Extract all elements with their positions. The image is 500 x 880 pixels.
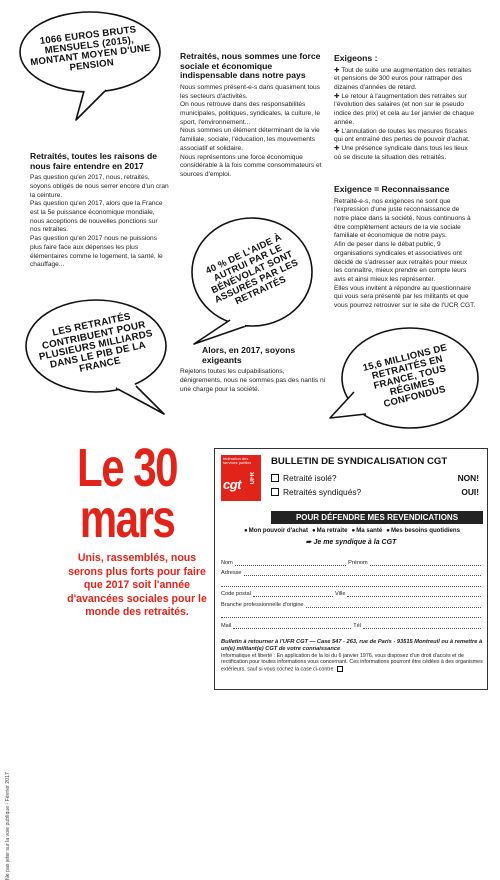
plus-icon: ✚ [334, 144, 342, 152]
ville-label: Ville [334, 591, 346, 597]
privacy-notice: Informatique et liberté : En application de la loi du 6 janvier 1976, vous disposez d'un droit d'accès et de rectification pour toutes informations vous concernant. Ces informations pourront être cédées à des organismes extérieurs, sauf si vous cochez la case ci-contre [221, 652, 483, 673]
question-syndiques [271, 487, 361, 497]
question-isole-label: Retraité isolé? [283, 473, 337, 483]
plus-icon: ✚ [334, 92, 342, 100]
paragraph: Nous sommes présent-e-s dans quasiment tous les secteurs d'activités. [180, 83, 320, 100]
bubble-benevolat [186, 212, 316, 348]
side-note: Ne pas jeter sur la voie publique - Février 2017 [5, 772, 11, 880]
mail-label: Mail [221, 622, 232, 629]
prenom-field[interactable] [370, 559, 481, 566]
claim-item: ● Ma retraite [312, 527, 348, 534]
privacy-checkbox[interactable] [337, 666, 343, 672]
revendications-banner: POUR DÉFENDRE MES REVENDICATIONS [271, 511, 483, 524]
checkbox-isole[interactable] [271, 474, 279, 482]
tel-label: Tél [353, 622, 362, 629]
arrow-icon: ➨ [305, 539, 314, 546]
paragraph: Pas question qu'en 2017, alors que la France est la 5e puissance économique mondiale, nous acceptions de nouvelles ponctions sur nos retraites. [30, 200, 163, 234]
section-force-sociale [180, 52, 326, 180]
section-force-sociale-title: Retraités, nous sommes une force sociale et économique indispensable dans notre pays [180, 51, 321, 81]
demand-item: ✚ Le retour à l'augmentation des retraites sur l'évolution des salaires (et non sur le pseudo indice des prix) et cela au 1er janvier de chaque année. [334, 92, 475, 126]
question-isole [271, 473, 337, 483]
big-date-line1: Le 30 [77, 438, 177, 498]
paragraph: Nous sommes un élément déterminant de la vie familiale, sociale, l'éducation, les mouvements associatif et solidaire. [180, 127, 320, 152]
form-title: BULLETIN DE SYNDICALISATION CGT [271, 456, 448, 467]
nom-field[interactable] [235, 559, 346, 566]
paragraph: On nous retrouve dans des responsabilités municipales, politiques, syndicales, la culture, le sport, l'environnement... [180, 101, 321, 126]
slogan: Unis, rassemblés, nous serons plus forts pour faire que 2017 soit l'année d'avancées sociales pour le monde des retraités. [67, 552, 207, 619]
membership-form [214, 448, 488, 690]
big-date-line2: mars [79, 489, 175, 550]
form-footer [221, 639, 483, 673]
form-fields [221, 555, 483, 629]
branche-label: Branche professionnelle d'origine [221, 601, 304, 608]
paragraph: Afin de peser dans le débat public, 9 organisations syndicales et associatives ont décidé de s'adresser aux retraités pour mieux les connaître, mieux prendre en compte leurs avis et ainsi mieux les représenter. [334, 241, 468, 283]
plus-icon: ✚ [334, 66, 342, 74]
adresse-field-2[interactable] [221, 580, 481, 587]
paragraph: Pas question qu'en 2017 nous ne puissions plus faire face aux dépenses les plus élémentaires comme le logement, la santé, le chauffage... [30, 235, 163, 269]
mail-field[interactable] [233, 622, 351, 629]
claim-item: ● Mon pouvoir d'achat [244, 527, 308, 534]
ville-field[interactable] [347, 590, 481, 597]
paragraph: Elles vous invitent à répondre au questionnaire qui vous sera présenté par les militants et que vous pourrez retrouver sur le site de l'UCR CGT. [334, 284, 476, 310]
cp-label: Code postal [221, 591, 251, 597]
bubble-pension [14, 8, 164, 122]
nom-label: Nom [221, 559, 233, 566]
checkbox-syndiques[interactable] [271, 488, 279, 496]
bubble-pib-text: LES RETRAITÉS CONTRIBUENT POUR PLUSIEURS MILLIARDS DANS LE PIB DE LA FRANCE [38, 311, 154, 376]
cgt-logo [221, 455, 261, 501]
plus-icon: ✚ [334, 127, 342, 135]
claim-item: ● Mes besoins quotidiens [386, 527, 460, 534]
syndique-line: ➨ Je me syndique à la CGT [305, 539, 397, 546]
bubble-millions-text: 15,6 MILLIONS DE RETRAITÉS EN FRANCE, TOUS RÉGIMES CONFONDUS [361, 342, 449, 411]
paragraph: Pas question qu'en 2017, nous, retraités, soyons obligés de nous serrer encore d'un cran la ceinture. [30, 174, 169, 199]
paragraph: Retraité-e-s, nos exigences ne sont que l'expression d'une juste reconnaissance de notre place dans la société. Nous continuons à être complètement acteurs de la vie sociale familiale et économique de notre pays. [334, 197, 471, 240]
section-reconnaissance-title: Exigence = Reconnaissance [334, 184, 450, 194]
claim-item: ● Ma santé [352, 527, 383, 534]
adresse-field[interactable] [244, 569, 481, 576]
bubble-benevolat-text: 40 % DE L'AIDE À AUTRUI PAR LE BÉNÉVOLAT SONT ASSURÉS PAR LES RETRAITÉS [203, 231, 300, 307]
claims-list [221, 527, 483, 534]
section-raisons [30, 152, 170, 270]
section-raisons-title: Retraités, toutes les raisons de nous faire entendre en 2017 [30, 151, 158, 171]
logo-federation-text: fédération des services publics [223, 456, 252, 466]
section-exigeons-title: Exigeons : [334, 53, 378, 63]
answer-non: NON! [457, 473, 479, 483]
demand-item: ✚ Une présence syndicale dans tous les lieux où se discute la situation des retraités. [334, 144, 468, 161]
bubble-pension-text: 1066 EUROS BRUTS MENSUELS (2015), MONTANT MOYEN D'UNE PENSION [29, 24, 152, 74]
prenom-label: Prénom [348, 559, 368, 566]
bubble-pib [20, 296, 180, 420]
demand-item: ✚ Tout de suite une augmentation des retraites et pensions de 300 euros pour rattraper des dizaines d'années de retard. [334, 66, 472, 92]
branche-field-2[interactable] [221, 611, 481, 618]
logo-ufr-text: UFR [250, 472, 256, 485]
logo-cgt-text: cgt [223, 477, 241, 492]
tel-field[interactable] [363, 622, 481, 629]
section-exigeants [180, 346, 326, 394]
return-address: Bulletin à retourner à l'UFR CGT — Case 547 - 263, rue de Paris - 93515 Montreuil ou à remettre à un(e) militant(e) CGT de votre connaissance [221, 639, 483, 652]
adresse-label: Adresse [221, 570, 242, 576]
section-reconnaissance [334, 185, 476, 311]
question-syndiques-label: Retraités syndiqués? [283, 487, 362, 497]
paragraph: Rejetons toutes les culpabilisations, dénigrements, nous ne sommes pas des nantis ni une charge pour la société. [180, 368, 326, 393]
section-exigeants-title: Alors, en 2017, soyons exigeants [202, 345, 296, 365]
cp-field[interactable] [253, 590, 333, 597]
bubble-millions [326, 322, 486, 442]
section-exigeons [334, 54, 476, 162]
branche-field[interactable] [306, 601, 481, 608]
paragraph: Nous représentons une force économique considérable à la fois comme consommateurs et sources d'emploi. [180, 153, 322, 178]
big-date [69, 438, 186, 550]
answer-oui: OUI! [461, 487, 479, 497]
demand-item: ✚ L'annulation de toutes les mesures fiscales qui ont entraîné des pertes de pouvoir d'achat. [334, 127, 470, 144]
